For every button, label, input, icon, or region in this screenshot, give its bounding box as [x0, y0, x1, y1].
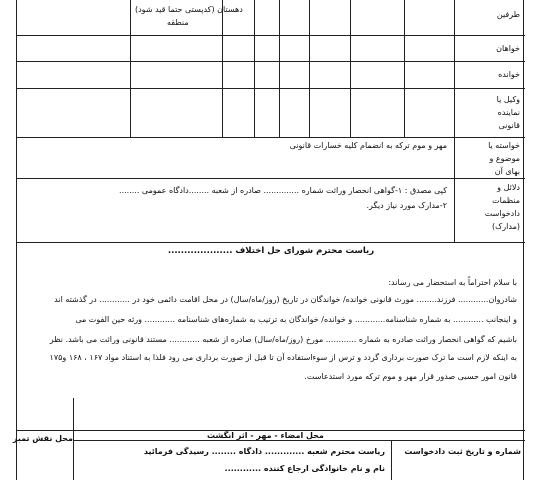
petition-form: [12, 0, 524, 480]
letter-line-1: شادروان............ فرزند........ مورث قانونی خوانده/ خواندگان در تاریخ (روز/ماه/سال) در محل اقامت دائمی خود در ............ در گذشته اند: [54, 295, 517, 304]
letter-line-4: به اینکه لازم است ما ترک صورت برداری گردد و ترس از سوءاستفاده آن تا قبل از صورت برداری می رود فلذا به استناد مواد ۱۶۷ ، ۱۶۸ و۱۷۵: [49, 353, 517, 362]
row-divider: [17, 88, 525, 89]
row-divider: [17, 242, 525, 243]
referral-line-2: نام و نام خانوادگی ارجاع کننده ............: [224, 464, 385, 473]
column-divider: [130, 0, 131, 137]
row-divider: [17, 35, 525, 36]
column-divider: [222, 0, 223, 137]
label-khande: خوانده: [498, 70, 520, 79]
dalael-value-1: کپی مصدق : ۱-گواهی انحصار وراثت شماره .............. صادره از شعبه ........دادگاه عمومی ........: [119, 186, 447, 195]
label-dalael: [468, 181, 523, 233]
khaste-value: مهر و موم ترکه به انضمام کلیه خسارات قانونی: [289, 141, 447, 150]
label-khaste-1: خواسته یا: [488, 141, 520, 150]
label-vakil-2: نماینده: [497, 108, 520, 117]
dalael-value-2: ۲-مدارک مورد نیاز دیگر.: [366, 201, 447, 210]
row-divider: [17, 178, 525, 179]
row-divider: [17, 137, 525, 138]
label-khaste: [468, 139, 523, 178]
label-dalael-1: دلائل و: [497, 183, 520, 192]
label-vakil-3: قانونی: [498, 121, 520, 130]
letter-line-5: قانون امور حسبی صدور قرار مهر و موم ترکه مورد استدعاست.: [304, 372, 517, 381]
label-tarafein: طرفین: [496, 10, 520, 19]
label-dalael-2: منظمات: [492, 196, 520, 205]
address-column-text-2: منطقه: [167, 18, 189, 27]
label-dalael-3: دادخواست: [484, 209, 520, 218]
column-divider: [309, 0, 310, 137]
label-dalael-4: (مدارک): [492, 222, 520, 231]
column-divider: [404, 0, 405, 137]
row-divider: [17, 61, 525, 62]
letter-line-3: باشیم که گواهی انحصار وراثت صادره به شماره ............ مورخ (روز/ماه/سال) صادره از شعبه ............ مستند قانونی وراثت می باشد. نظر: [49, 335, 517, 344]
address-column-text: دهستان (کدپستی حتما قید شود): [135, 5, 243, 14]
signature-place-label: محل امضاء - مهر - اثر انگشت: [207, 431, 324, 440]
label-khaste-2: موضوع و: [489, 154, 520, 163]
label-vakil: [468, 93, 523, 132]
footer-divider-registration: [391, 440, 392, 480]
letter-greeting: با سلام احتراماً به استحضار می رساند:: [388, 278, 517, 287]
label-khaste-3: بهای آن: [494, 167, 520, 176]
letter-line-2: و اینجانب ............ به شماره شناسنامه............ و خوانده/ خواندگان به ترتیب به شماره‌های شناسنامه ............ ورثه حین الفوت می: [75, 315, 517, 324]
column-divider: [279, 0, 280, 137]
label-vakil-1: وکیل یا: [496, 95, 520, 104]
label-khahan: خواهان: [496, 44, 520, 53]
referral-line-1: ریاست محترم شعبه ............. دادگاه ........ رسیدگی فرمائید: [143, 447, 385, 456]
letter-heading: ریاست محترم شورای حل اختلاف ....................: [167, 246, 375, 256]
column-divider: [350, 0, 351, 137]
seal-place-label: محل نقش تمبر: [12, 434, 73, 443]
column-divider: [254, 0, 255, 137]
registration-label: شماره و تاریخ ثبت دادخواست: [404, 447, 521, 456]
label-column-divider: [454, 0, 455, 242]
footer-divider-seal: [73, 398, 74, 480]
